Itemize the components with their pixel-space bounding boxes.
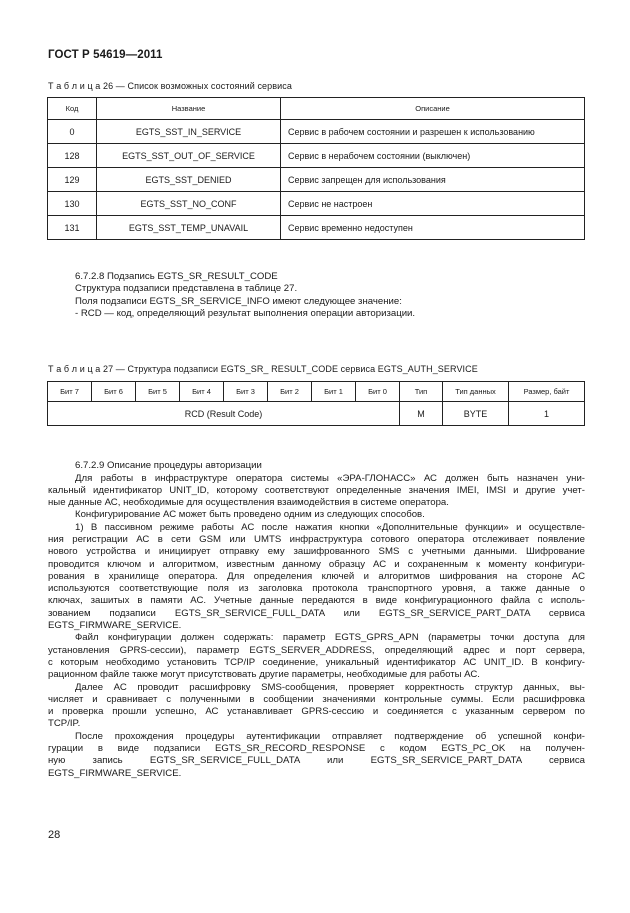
- table-26-caption: Т а б л и ц а 26 — Список возможных состояний сервиса: [48, 81, 292, 91]
- cell-code: 0: [48, 120, 97, 144]
- cell-description: Сервис временно недоступен: [281, 216, 585, 240]
- text-line: ния регистрации АС в сети GSM или UMTS инфраструктура сотового оператора отслеживает появление: [48, 533, 585, 545]
- text-line: ную запись EGTS_SR_SERVICE_FULL_DATA или EGTS_SR_SERVICE_PART_DATA сервиса: [48, 755, 585, 767]
- text-line: После прохождения процедуры аутентификации отправляет подтверждение об успешной конфи-: [75, 730, 585, 742]
- cell-code: 130: [48, 192, 97, 216]
- column-header-bit3: Бит 3: [224, 382, 268, 402]
- cell-code: 131: [48, 216, 97, 240]
- standard-header: ГОСТ Р 54619—2011: [48, 49, 163, 61]
- table-row: [48, 144, 585, 168]
- cell-data-type: BYTE: [443, 402, 509, 426]
- cell-name: EGTS_SST_DENIED: [97, 168, 281, 192]
- text-line: нового устройства и инициирует отправку ему зашифрованного SMS с учетными данными. Шифрование: [48, 546, 585, 558]
- text-line: - RCD — код, определяющий результат выполнения операции авторизации.: [75, 307, 416, 319]
- text-line: зованием подзаписи EGTS_SR_SERVICE_FULL_DATA или EGTS_SR_SERVICE_PART_DATA сервиса: [48, 607, 585, 619]
- text-line: рационном файле также могут присутствовать другие параметры, необходимые для работы АС.: [48, 669, 480, 681]
- table-27-caption: Т а б л и ц а 27 — Структура подзаписи EGTS_SR_ RESULT_CODE сервиса EGTS_AUTH_SERVICE: [48, 364, 478, 374]
- column-header-description: Описание: [281, 98, 585, 120]
- page-number: 28: [48, 829, 61, 841]
- column-header-bit2: Бит 2: [268, 382, 312, 402]
- cell-code: 128: [48, 144, 97, 168]
- cell-description: Сервис не настроен: [281, 192, 585, 216]
- text-line: Поля подзаписи EGTS_SR_SERVICE_INFO имеют следующее значение:: [75, 295, 402, 307]
- table-row: [48, 216, 585, 240]
- text-line: Далее АС проводит расшифровку SMS-сообщения, проверяет корректность структур данных, вы-: [75, 681, 585, 693]
- cell-name: EGTS_SST_NO_CONF: [97, 192, 281, 216]
- table-header-row: [48, 382, 585, 402]
- text-line: проводится ключом и алгоритмом, известным данному образцу АС и сохраненным к моменту конфигури-: [48, 558, 585, 570]
- text-line: используются соответствующие поля из заголовка протокола транспортного уровня, а также данные о: [48, 583, 585, 595]
- table-27: [47, 381, 585, 426]
- section-6728: [75, 271, 585, 320]
- cell-description: Сервис в рабочем состоянии и разрешен к использованию: [281, 120, 585, 144]
- table-row: [48, 402, 585, 426]
- column-header-bit1: Бит 1: [312, 382, 356, 402]
- cell-field: RCD (Result Code): [48, 402, 400, 426]
- section-heading: 6.7.2.9 Описание процедуры авторизации: [75, 460, 262, 471]
- table-header-row: [48, 98, 585, 120]
- text-line: EGTS_FIRMWARE_SERVICE.: [48, 620, 182, 632]
- section-6729-body: [48, 473, 585, 780]
- cell-name: EGTS_SST_IN_SERVICE: [97, 120, 281, 144]
- cell-type: M: [400, 402, 443, 426]
- cell-description: Сервис в нерабочем состоянии (выключен): [281, 144, 585, 168]
- table-row: [48, 192, 585, 216]
- column-header-bit7: Бит 7: [48, 382, 92, 402]
- text-line: гурации в виде подзаписи EGTS_SR_RECORD_RESPONSE с кодом EGTS_PC_OK на получен-: [48, 743, 585, 755]
- text-line: EGTS_FIRMWARE_SERVICE.: [48, 767, 182, 779]
- text-line: Файл конфигурации должен содержать: параметр EGTS_GPRS_APN (параметры точки доступа для: [75, 632, 585, 644]
- column-header-data-type: Тип данных: [443, 382, 509, 402]
- text-line: ные данные АС, необходимые для осуществления взаимодействия в системе оператора.: [48, 497, 449, 509]
- section-heading: 6.7.2.8 Подзапись EGTS_SR_RESULT_CODE: [75, 271, 278, 282]
- text-line: Структура подзаписи представлена в таблице 27.: [75, 283, 298, 295]
- text-line: рования в хранилище оператора. Для определения ключей и алгоритмов шифрования на стороне АС: [48, 570, 585, 582]
- cell-description: Сервис запрещен для использования: [281, 168, 585, 192]
- text-line: установления GPRS-сессии), параметр EGTS_SERVER_ADDRESS, определяющий адрес и порт сервера,: [48, 644, 585, 656]
- cell-size: 1: [509, 402, 585, 426]
- table-row: [48, 168, 585, 192]
- column-header-type: Тип: [400, 382, 443, 402]
- column-header-bit5: Бит 5: [136, 382, 180, 402]
- cell-name: EGTS_SST_TEMP_UNAVAIL: [97, 216, 281, 240]
- text-line: ключах, зашитых в памяти АС. Учетные данные передаются в виде конфигурационного файла с исполь-: [48, 595, 585, 607]
- cell-name: EGTS_SST_OUT_OF_SERVICE: [97, 144, 281, 168]
- column-header-name: Название: [97, 98, 281, 120]
- column-header-code: Код: [48, 98, 97, 120]
- column-header-bit4: Бит 4: [180, 382, 224, 402]
- text-line: числяет и сравнивает с полученными в сообщении значениями контрольные суммы. Если расшифровка: [48, 693, 585, 705]
- text-line: TCP/IP.: [48, 718, 81, 730]
- text-line: Для работы в инфраструктуре оператора системы «ЭРА-ГЛОНАСС» АС должен быть назначен уни-: [75, 472, 585, 484]
- section-6729-heading-block: [75, 460, 585, 472]
- column-header-size: Размер, байт: [509, 382, 585, 402]
- column-header-bit6: Бит 6: [92, 382, 136, 402]
- table-row: [48, 120, 585, 144]
- text-line: кальный идентификатор UNIT_ID, которому соответствуют определенные значения IMEI, IMSI и другие учет-: [48, 484, 585, 496]
- text-line: Конфигурирование АС может быть проведено одним из следующих способов.: [75, 509, 425, 521]
- cell-code: 129: [48, 168, 97, 192]
- text-line: и проверка прошли успешно, АС устанавливает GPRS-сессию и соединяется с указанным сервером по: [48, 706, 585, 718]
- column-header-bit0: Бит 0: [356, 382, 400, 402]
- text-line: 1) В пассивном режиме работы АС после нажатия кнопки «Дополнительные функции» и осуществле-: [75, 521, 585, 533]
- table-26: [47, 97, 585, 240]
- text-line: с которым необходимо установить TCP/IP соединение, уникальный идентификатор АС UNIT_ID. В конфигу-: [48, 656, 585, 668]
